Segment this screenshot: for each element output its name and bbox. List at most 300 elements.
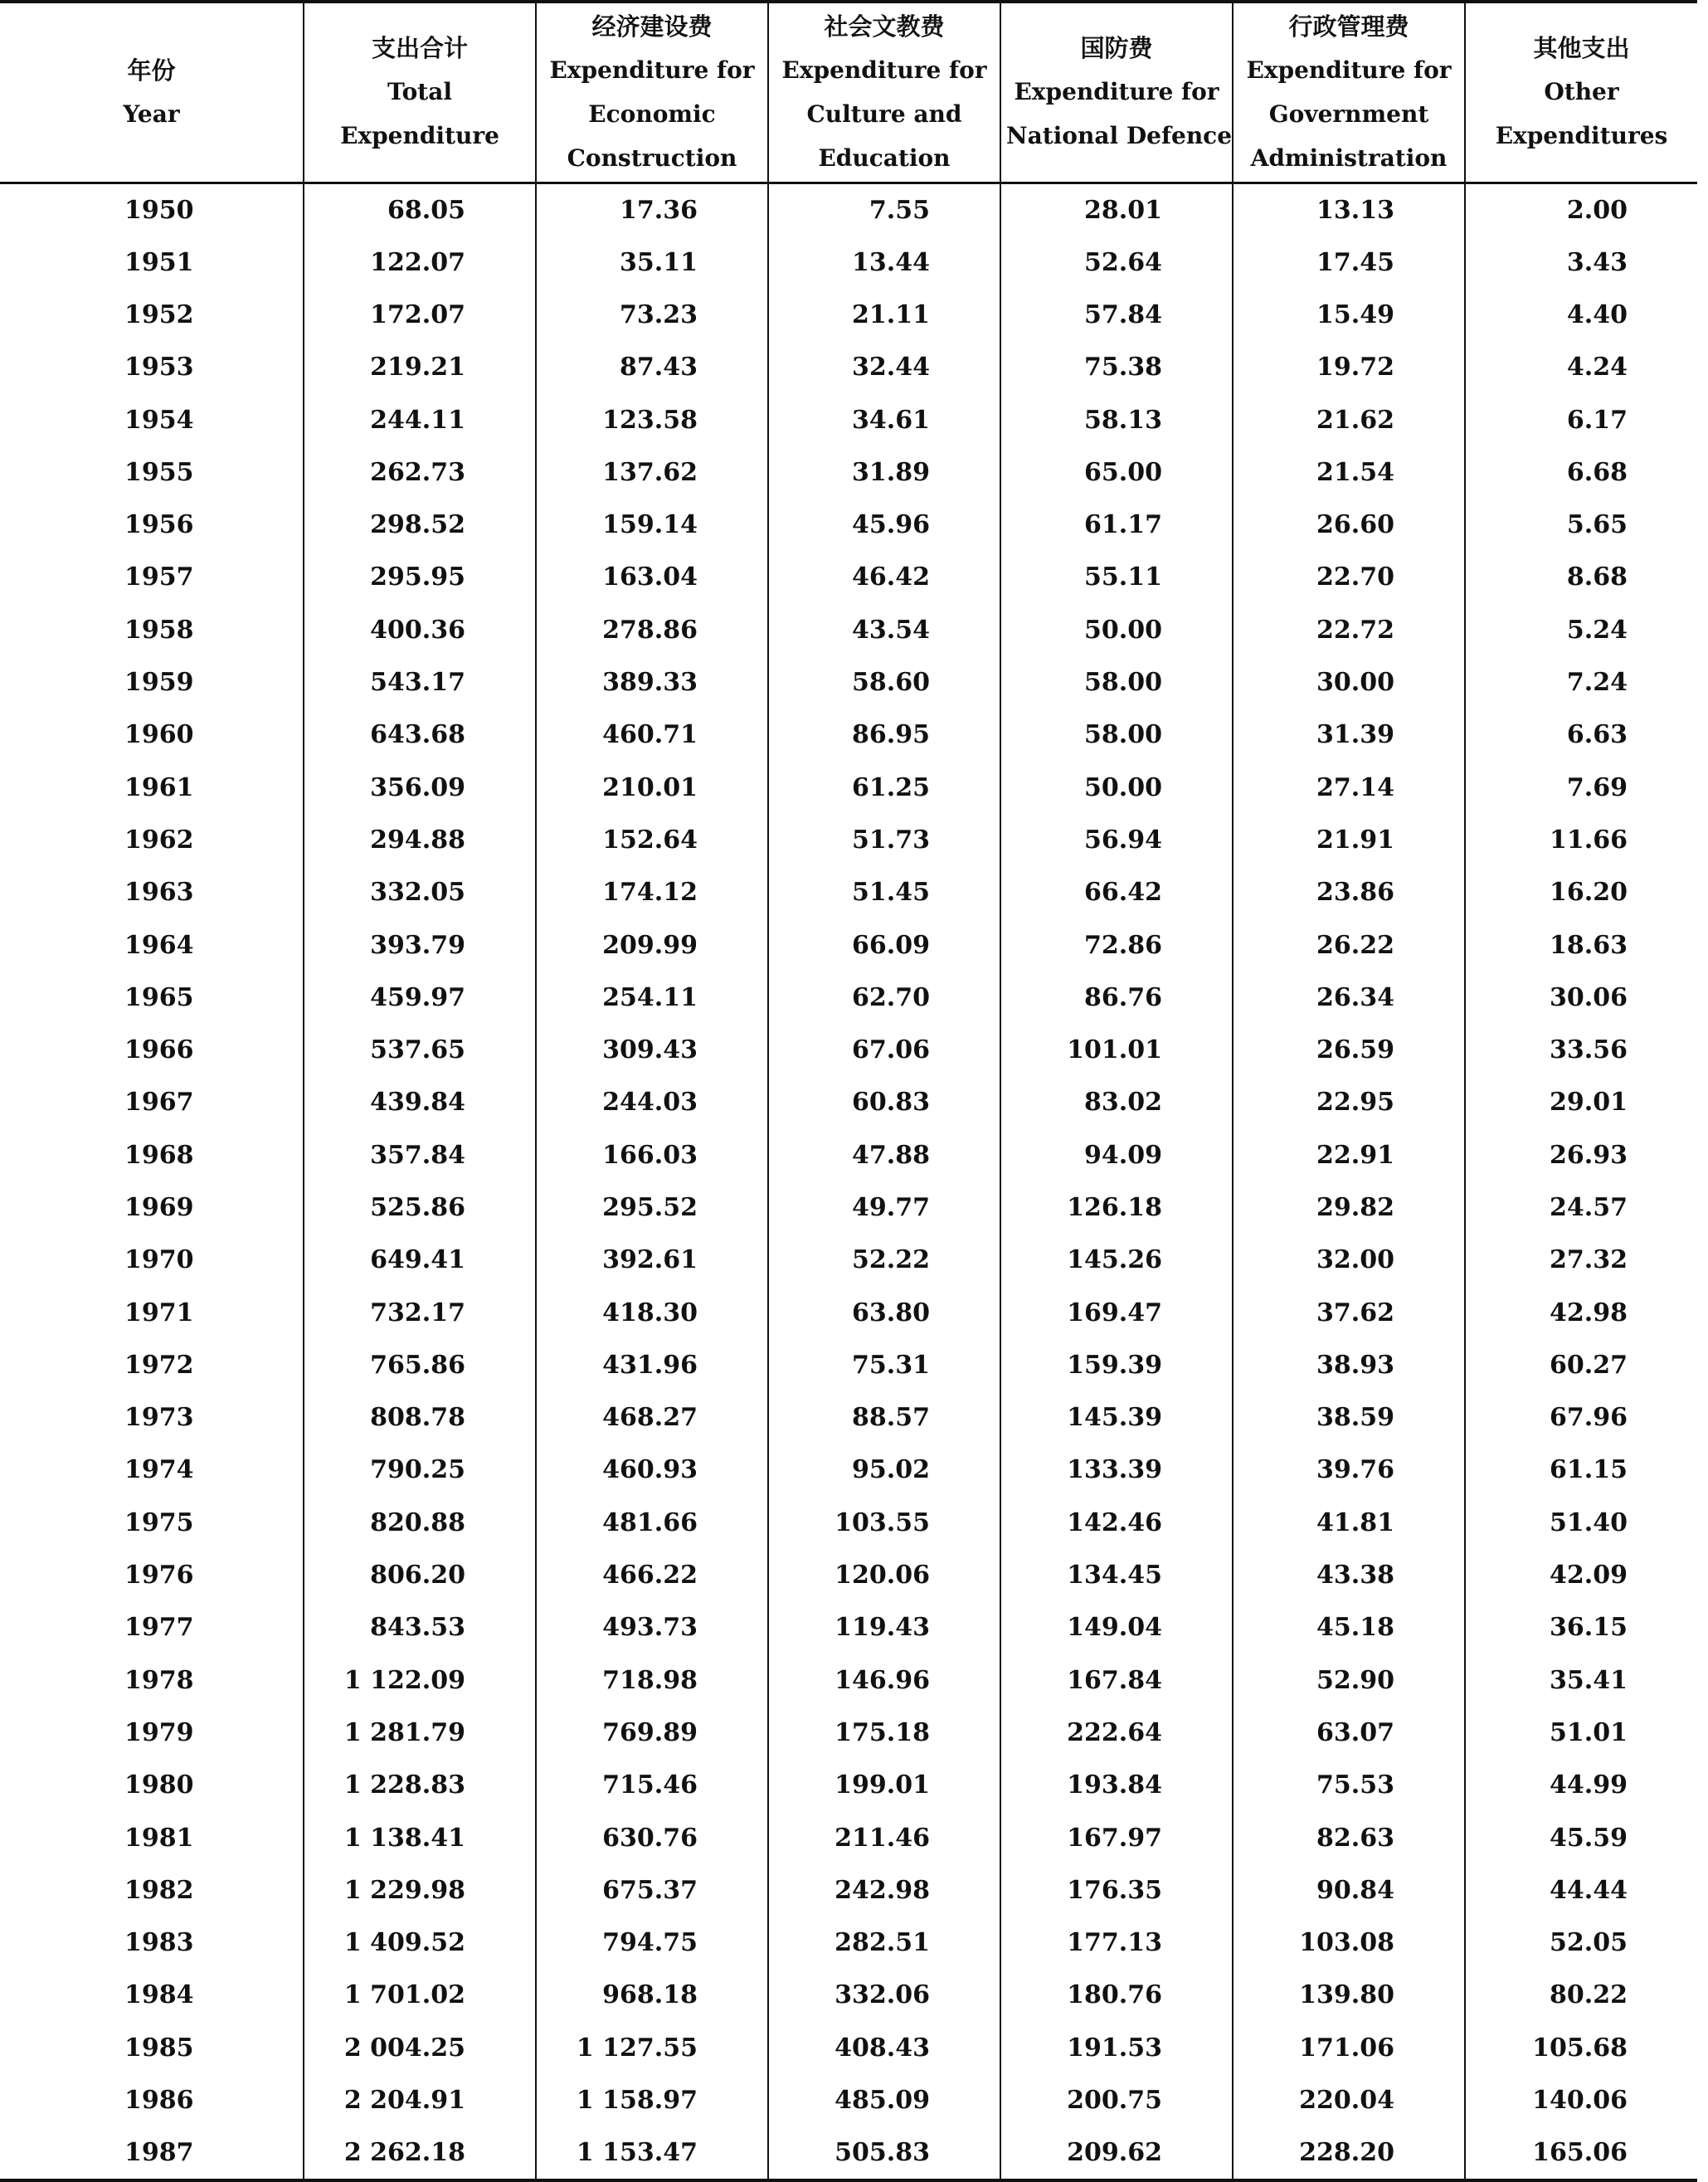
value-cell-other-expenditures: 6.17 xyxy=(1566,405,1628,435)
value-cell-economic-construction: 254.11 xyxy=(536,972,768,1024)
header-label-en: Administration xyxy=(1250,144,1448,172)
value-cell-economic-construction: 123.58 xyxy=(536,393,768,446)
year-cell: 1978 xyxy=(0,1654,304,1707)
header-label-en: Economic xyxy=(588,100,716,128)
value-cell-national-defence: 28.01 xyxy=(1000,183,1233,236)
year-cell: 1958 xyxy=(0,604,304,656)
header-label-en: Expenditure for xyxy=(549,56,755,84)
value-cell-economic-construction: 1 153.47 xyxy=(536,2126,768,2180)
value-cell-culture-education: 175.18 xyxy=(768,1707,1000,1759)
value-cell-other-expenditures: 7.69 xyxy=(1566,772,1628,802)
value-cell-other-expenditures: 35.41 xyxy=(1550,1665,1628,1695)
value-cell-national-defence: 200.75 xyxy=(1000,2074,1233,2126)
table-body xyxy=(0,183,1697,2180)
value-cell-total-expenditure: 643.68 xyxy=(304,709,536,761)
value-cell-national-defence: 176.35 xyxy=(1000,1864,1233,1917)
value-cell-national-defence: 72.86 xyxy=(1000,918,1233,971)
value-cell-culture-education: 32.44 xyxy=(768,341,1000,393)
value-cell-culture-education: 49.77 xyxy=(768,1181,1000,1234)
value-cell-economic-construction: 630.76 xyxy=(536,1811,768,1863)
value-cell-national-defence: 55.11 xyxy=(1000,551,1233,603)
value-cell-total-expenditure: 356.09 xyxy=(304,761,536,813)
value-cell-economic-construction: 1 158.97 xyxy=(536,2074,768,2126)
value-cell-culture-education: 51.73 xyxy=(768,814,1000,866)
value-cell-total-expenditure: 332.05 xyxy=(304,866,536,918)
value-cell-total-expenditure: 122.07 xyxy=(304,236,536,289)
value-cell-government-administration: 22.70 xyxy=(1233,551,1465,603)
year-cell: 1956 xyxy=(0,499,304,551)
value-cell-national-defence: 57.84 xyxy=(1000,289,1233,341)
year-cell: 1985 xyxy=(0,2022,304,2074)
value-cell-total-expenditure: 244.11 xyxy=(304,393,536,446)
value-cell-government-administration: 63.07 xyxy=(1233,1707,1465,1759)
value-cell-government-administration: 21.91 xyxy=(1233,814,1465,866)
value-cell-economic-construction: 794.75 xyxy=(536,1917,768,1969)
table-row xyxy=(0,1129,1697,1181)
year-cell: 1982 xyxy=(0,1864,304,1917)
table-row xyxy=(0,2126,1697,2180)
value-cell-total-expenditure: 400.36 xyxy=(304,604,536,656)
value-cell-national-defence: 145.26 xyxy=(1000,1234,1233,1286)
value-cell-other-expenditures: 67.96 xyxy=(1550,1403,1628,1433)
header-label-en: Government xyxy=(1268,100,1429,128)
table-row xyxy=(0,393,1697,446)
year-cell: 1972 xyxy=(0,1339,304,1391)
value-cell-culture-education: 52.22 xyxy=(768,1234,1000,1286)
value-cell-culture-education: 46.42 xyxy=(768,551,1000,603)
table-row xyxy=(0,1234,1697,1286)
year-cell: 1980 xyxy=(0,1759,304,1811)
year-cell: 1959 xyxy=(0,656,304,709)
value-cell-culture-education: 408.43 xyxy=(768,2022,1000,2074)
value-cell-culture-education: 7.55 xyxy=(768,183,1000,236)
value-cell-other-expenditures: 8.68 xyxy=(1566,563,1628,592)
value-cell-other-expenditures: 18.63 xyxy=(1550,930,1628,960)
year-cell: 1955 xyxy=(0,446,304,499)
value-cell-government-administration: 27.14 xyxy=(1233,761,1465,813)
header-label-en: Expenditures xyxy=(1495,122,1668,150)
value-cell-national-defence: 101.01 xyxy=(1000,1024,1233,1076)
value-cell-government-administration: 23.86 xyxy=(1233,866,1465,918)
value-cell-total-expenditure: 1 409.52 xyxy=(304,1917,536,1969)
table-row xyxy=(0,1707,1697,1759)
value-cell-national-defence: 177.13 xyxy=(1000,1917,1233,1969)
table-row xyxy=(0,761,1697,813)
value-cell-other-expenditures: 51.01 xyxy=(1550,1717,1628,1747)
year-cell: 1973 xyxy=(0,1391,304,1444)
table-row xyxy=(0,1759,1697,1811)
value-cell-total-expenditure: 2 204.91 xyxy=(304,2074,536,2126)
table-row xyxy=(0,1444,1697,1496)
value-cell-culture-education: 51.45 xyxy=(768,866,1000,918)
value-cell-other-expenditures: 30.06 xyxy=(1550,982,1628,1012)
year-cell: 1962 xyxy=(0,814,304,866)
table-row xyxy=(0,814,1697,866)
table-row xyxy=(0,1864,1697,1917)
value-cell-economic-construction: 159.14 xyxy=(536,499,768,551)
value-cell-government-administration: 41.81 xyxy=(1233,1497,1465,1549)
value-cell-government-administration: 171.06 xyxy=(1233,2022,1465,2074)
value-cell-economic-construction: 295.52 xyxy=(536,1181,768,1234)
value-cell-government-administration: 26.22 xyxy=(1233,918,1465,971)
value-cell-other-expenditures: 3.43 xyxy=(1566,247,1628,277)
year-cell: 1957 xyxy=(0,551,304,603)
value-cell-culture-education: 31.89 xyxy=(768,446,1000,499)
value-cell-culture-education: 485.09 xyxy=(768,2074,1000,2126)
value-cell-national-defence: 75.38 xyxy=(1000,341,1233,393)
value-cell-other-expenditures: 165.06 xyxy=(1465,2126,1697,2180)
value-cell-total-expenditure: 295.95 xyxy=(304,551,536,603)
year-cell: 1977 xyxy=(0,1601,304,1654)
value-cell-government-administration: 45.18 xyxy=(1233,1601,1465,1654)
value-cell-culture-education: 88.57 xyxy=(768,1391,1000,1444)
value-cell-government-administration: 52.90 xyxy=(1233,1654,1465,1707)
value-cell-other-expenditures: 44.44 xyxy=(1550,1875,1628,1905)
year-cell: 1983 xyxy=(0,1917,304,1969)
value-cell-national-defence: 65.00 xyxy=(1000,446,1233,499)
value-cell-total-expenditure: 1 701.02 xyxy=(304,1969,536,2021)
value-cell-total-expenditure: 294.88 xyxy=(304,814,536,866)
value-cell-other-expenditures: 42.98 xyxy=(1550,1298,1628,1327)
value-cell-culture-education: 47.88 xyxy=(768,1129,1000,1181)
value-cell-economic-construction: 460.71 xyxy=(536,709,768,761)
value-cell-economic-construction: 718.98 xyxy=(536,1654,768,1707)
value-cell-government-administration: 39.76 xyxy=(1233,1444,1465,1496)
year-cell: 1979 xyxy=(0,1707,304,1759)
value-cell-culture-education: 21.11 xyxy=(768,289,1000,341)
value-cell-economic-construction: 278.86 xyxy=(536,604,768,656)
value-cell-culture-education: 66.09 xyxy=(768,918,1000,971)
value-cell-other-expenditures: 61.15 xyxy=(1550,1455,1628,1485)
header-label-en: Expenditure xyxy=(340,122,499,150)
table-row xyxy=(0,1969,1697,2021)
value-cell-national-defence: 167.84 xyxy=(1000,1654,1233,1707)
value-cell-culture-education: 75.31 xyxy=(768,1339,1000,1391)
value-cell-government-administration: 26.34 xyxy=(1233,972,1465,1024)
value-cell-government-administration: 37.62 xyxy=(1233,1286,1465,1338)
value-cell-economic-construction: 481.66 xyxy=(536,1497,768,1549)
value-cell-economic-construction: 431.96 xyxy=(536,1339,768,1391)
value-cell-other-expenditures: 80.22 xyxy=(1550,1980,1628,2010)
value-cell-government-administration: 22.72 xyxy=(1233,604,1465,656)
value-cell-other-expenditures: 5.24 xyxy=(1566,615,1628,645)
value-cell-total-expenditure: 393.79 xyxy=(304,918,536,971)
value-cell-other-expenditures: 36.15 xyxy=(1550,1613,1628,1643)
value-cell-culture-education: 63.80 xyxy=(768,1286,1000,1338)
year-cell: 1967 xyxy=(0,1076,304,1128)
table-row xyxy=(0,236,1697,289)
value-cell-total-expenditure: 806.20 xyxy=(304,1549,536,1601)
table-row xyxy=(0,1811,1697,1863)
value-cell-economic-construction: 174.12 xyxy=(536,866,768,918)
value-cell-culture-education: 58.60 xyxy=(768,656,1000,709)
value-cell-culture-education: 45.96 xyxy=(768,499,1000,551)
table-row xyxy=(0,183,1697,236)
value-cell-national-defence: 169.47 xyxy=(1000,1286,1233,1338)
year-cell: 1953 xyxy=(0,341,304,393)
value-cell-government-administration: 26.59 xyxy=(1233,1024,1465,1076)
value-cell-government-administration: 26.60 xyxy=(1233,499,1465,551)
value-cell-other-expenditures: 16.20 xyxy=(1550,878,1628,908)
value-cell-culture-education: 199.01 xyxy=(768,1759,1000,1811)
year-cell: 1974 xyxy=(0,1444,304,1496)
value-cell-government-administration: 139.80 xyxy=(1233,1969,1465,2021)
value-cell-national-defence: 52.64 xyxy=(1000,236,1233,289)
value-cell-government-administration: 90.84 xyxy=(1233,1864,1465,1917)
value-cell-culture-education: 86.95 xyxy=(768,709,1000,761)
value-cell-national-defence: 133.39 xyxy=(1000,1444,1233,1496)
value-cell-national-defence: 126.18 xyxy=(1000,1181,1233,1234)
value-cell-other-expenditures: 24.57 xyxy=(1550,1192,1628,1222)
value-cell-other-expenditures: 6.68 xyxy=(1566,457,1628,487)
table-row xyxy=(0,918,1697,971)
value-cell-national-defence: 167.97 xyxy=(1000,1811,1233,1863)
header-label-en: Culture and xyxy=(806,100,962,128)
table-row xyxy=(0,2074,1697,2126)
value-cell-economic-construction: 309.43 xyxy=(536,1024,768,1076)
value-cell-total-expenditure: 808.78 xyxy=(304,1391,536,1444)
value-cell-economic-construction: 466.22 xyxy=(536,1549,768,1601)
value-cell-culture-education: 62.70 xyxy=(768,972,1000,1024)
value-cell-other-expenditures: 11.66 xyxy=(1550,825,1628,855)
header-government-administration xyxy=(1233,2,1465,183)
value-cell-national-defence: 149.04 xyxy=(1000,1601,1233,1654)
value-cell-economic-construction: 675.37 xyxy=(536,1864,768,1917)
year-cell: 1951 xyxy=(0,236,304,289)
value-cell-economic-construction: 17.36 xyxy=(536,183,768,236)
value-cell-other-expenditures: 60.27 xyxy=(1550,1350,1628,1380)
value-cell-economic-construction: 418.30 xyxy=(536,1286,768,1338)
header-label-cn: 支出合计 xyxy=(371,34,468,63)
value-cell-economic-construction: 137.62 xyxy=(536,446,768,499)
year-cell: 1965 xyxy=(0,972,304,1024)
header-label-en: National Defence xyxy=(1006,122,1233,150)
value-cell-economic-construction: 166.03 xyxy=(536,1129,768,1181)
value-cell-economic-construction: 468.27 xyxy=(536,1391,768,1444)
value-cell-total-expenditure: 262.73 xyxy=(304,446,536,499)
value-cell-government-administration: 31.39 xyxy=(1233,709,1465,761)
value-cell-government-administration: 103.08 xyxy=(1233,1917,1465,1969)
header-label-cn: 行政管理费 xyxy=(1288,12,1409,41)
value-cell-other-expenditures: 4.40 xyxy=(1566,300,1628,329)
value-cell-national-defence: 193.84 xyxy=(1000,1759,1233,1811)
value-cell-government-administration: 32.00 xyxy=(1233,1234,1465,1286)
table-row xyxy=(0,1497,1697,1549)
value-cell-government-administration: 75.53 xyxy=(1233,1759,1465,1811)
value-cell-culture-education: 120.06 xyxy=(768,1549,1000,1601)
year-cell: 1963 xyxy=(0,866,304,918)
value-cell-other-expenditures: 26.93 xyxy=(1550,1140,1628,1170)
value-cell-government-administration: 21.62 xyxy=(1233,393,1465,446)
value-cell-economic-construction: 715.46 xyxy=(536,1759,768,1811)
value-cell-government-administration: 82.63 xyxy=(1233,1811,1465,1863)
value-cell-economic-construction: 87.43 xyxy=(536,341,768,393)
value-cell-total-expenditure: 732.17 xyxy=(304,1286,536,1338)
header-label-en: Total xyxy=(387,78,452,106)
table-row xyxy=(0,1601,1697,1654)
value-cell-other-expenditures: 42.09 xyxy=(1550,1561,1628,1590)
year-cell: 1984 xyxy=(0,1969,304,2021)
value-cell-government-administration: 38.59 xyxy=(1233,1391,1465,1444)
header-total-expenditure xyxy=(304,2,536,183)
value-cell-total-expenditure: 68.05 xyxy=(304,183,536,236)
value-cell-culture-education: 146.96 xyxy=(768,1654,1000,1707)
value-cell-total-expenditure: 525.86 xyxy=(304,1181,536,1234)
value-cell-national-defence: 61.17 xyxy=(1000,499,1233,551)
table-row xyxy=(0,604,1697,656)
value-cell-economic-construction: 73.23 xyxy=(536,289,768,341)
value-cell-other-expenditures: 27.32 xyxy=(1550,1245,1628,1275)
value-cell-culture-education: 242.98 xyxy=(768,1864,1000,1917)
value-cell-government-administration: 22.91 xyxy=(1233,1129,1465,1181)
value-cell-total-expenditure: 543.17 xyxy=(304,656,536,709)
value-cell-total-expenditure: 1 138.41 xyxy=(304,1811,536,1863)
year-cell: 1975 xyxy=(0,1497,304,1549)
value-cell-total-expenditure: 1 229.98 xyxy=(304,1864,536,1917)
value-cell-culture-education: 103.55 xyxy=(768,1497,1000,1549)
value-cell-total-expenditure: 459.97 xyxy=(304,972,536,1024)
value-cell-government-administration: 22.95 xyxy=(1233,1076,1465,1128)
table-row xyxy=(0,446,1697,499)
value-cell-economic-construction: 209.99 xyxy=(536,918,768,971)
header-label-en: Expenditure for xyxy=(781,56,987,84)
value-cell-other-expenditures: 7.24 xyxy=(1566,668,1628,698)
table-header xyxy=(0,2,1697,183)
header-label-cn: 年份 xyxy=(127,56,176,85)
value-cell-government-administration: 29.82 xyxy=(1233,1181,1465,1234)
value-cell-national-defence: 142.46 xyxy=(1000,1497,1233,1549)
value-cell-other-expenditures: 51.40 xyxy=(1550,1507,1628,1537)
year-cell: 1966 xyxy=(0,1024,304,1076)
value-cell-economic-construction: 35.11 xyxy=(536,236,768,289)
value-cell-national-defence: 159.39 xyxy=(1000,1339,1233,1391)
value-cell-total-expenditure: 1 228.83 xyxy=(304,1759,536,1811)
table-row xyxy=(0,709,1697,761)
year-cell: 1964 xyxy=(0,918,304,971)
value-cell-culture-education: 60.83 xyxy=(768,1076,1000,1128)
header-national-defence xyxy=(1000,2,1233,183)
value-cell-other-expenditures: 29.01 xyxy=(1550,1088,1628,1118)
value-cell-national-defence: 209.62 xyxy=(1000,2126,1233,2180)
value-cell-government-administration: 38.93 xyxy=(1233,1339,1465,1391)
value-cell-economic-construction: 968.18 xyxy=(536,1969,768,2021)
header-label-en: Expenditure for xyxy=(1246,56,1452,84)
header-label-en: Expenditure for xyxy=(1014,78,1219,106)
table-row xyxy=(0,1917,1697,1969)
value-cell-economic-construction: 244.03 xyxy=(536,1076,768,1128)
year-cell: 1969 xyxy=(0,1181,304,1234)
value-cell-other-expenditures: 4.24 xyxy=(1566,353,1628,382)
table-row xyxy=(0,1391,1697,1444)
value-cell-national-defence: 145.39 xyxy=(1000,1391,1233,1444)
table-row xyxy=(0,1286,1697,1338)
table-row xyxy=(0,972,1697,1024)
value-cell-government-administration: 43.38 xyxy=(1233,1549,1465,1601)
year-cell: 1968 xyxy=(0,1129,304,1181)
value-cell-national-defence: 56.94 xyxy=(1000,814,1233,866)
value-cell-economic-construction: 389.33 xyxy=(536,656,768,709)
value-cell-government-administration: 228.20 xyxy=(1233,2126,1465,2180)
table-row xyxy=(0,499,1697,551)
year-cell: 1950 xyxy=(0,183,304,236)
value-cell-total-expenditure: 790.25 xyxy=(304,1444,536,1496)
header-label-en: Education xyxy=(818,144,951,172)
value-cell-total-expenditure: 298.52 xyxy=(304,499,536,551)
value-cell-culture-education: 95.02 xyxy=(768,1444,1000,1496)
value-cell-total-expenditure: 2 262.18 xyxy=(304,2126,536,2180)
value-cell-economic-construction: 493.73 xyxy=(536,1601,768,1654)
table-row xyxy=(0,866,1697,918)
value-cell-culture-education: 332.06 xyxy=(768,1969,1000,2021)
header-label-en: Other xyxy=(1544,78,1619,106)
value-cell-total-expenditure: 765.86 xyxy=(304,1339,536,1391)
year-cell: 1987 xyxy=(0,2126,304,2180)
value-cell-economic-construction: 769.89 xyxy=(536,1707,768,1759)
value-cell-total-expenditure: 537.65 xyxy=(304,1024,536,1076)
value-cell-national-defence: 83.02 xyxy=(1000,1076,1233,1128)
value-cell-national-defence: 66.42 xyxy=(1000,866,1233,918)
value-cell-other-expenditures: 5.65 xyxy=(1566,510,1628,540)
value-cell-other-expenditures: 45.59 xyxy=(1550,1823,1628,1853)
table-row xyxy=(0,551,1697,603)
value-cell-government-administration: 21.54 xyxy=(1233,446,1465,499)
header-culture-education xyxy=(768,2,1000,183)
value-cell-national-defence: 50.00 xyxy=(1000,761,1233,813)
value-cell-government-administration: 30.00 xyxy=(1233,656,1465,709)
value-cell-other-expenditures: 52.05 xyxy=(1550,1928,1628,1958)
year-cell: 1981 xyxy=(0,1811,304,1863)
table-row xyxy=(0,1181,1697,1234)
header-year xyxy=(0,2,304,183)
value-cell-government-administration: 19.72 xyxy=(1233,341,1465,393)
value-cell-national-defence: 50.00 xyxy=(1000,604,1233,656)
header-label-cn: 经济建设费 xyxy=(591,12,713,41)
header-economic-construction xyxy=(536,2,768,183)
value-cell-government-administration: 220.04 xyxy=(1233,2074,1465,2126)
value-cell-culture-education: 43.54 xyxy=(768,604,1000,656)
table-row xyxy=(0,1076,1697,1128)
header-label-cn: 其他支出 xyxy=(1533,34,1630,63)
value-cell-government-administration: 17.45 xyxy=(1233,236,1465,289)
value-cell-culture-education: 505.83 xyxy=(768,2126,1000,2180)
table-row xyxy=(0,1024,1697,1076)
value-cell-culture-education: 211.46 xyxy=(768,1811,1000,1863)
value-cell-culture-education: 34.61 xyxy=(768,393,1000,446)
value-cell-culture-education: 13.44 xyxy=(768,236,1000,289)
value-cell-total-expenditure: 820.88 xyxy=(304,1497,536,1549)
value-cell-other-expenditures: 33.56 xyxy=(1550,1035,1628,1065)
value-cell-total-expenditure: 1 122.09 xyxy=(304,1654,536,1707)
year-cell: 1986 xyxy=(0,2074,304,2126)
value-cell-national-defence: 58.00 xyxy=(1000,656,1233,709)
value-cell-total-expenditure: 843.53 xyxy=(304,1601,536,1654)
value-cell-economic-construction: 392.61 xyxy=(536,1234,768,1286)
value-cell-culture-education: 119.43 xyxy=(768,1601,1000,1654)
table-row xyxy=(0,656,1697,709)
table-row xyxy=(0,1339,1697,1391)
header-label-en: Construction xyxy=(567,144,737,172)
year-cell: 1970 xyxy=(0,1234,304,1286)
value-cell-culture-education: 67.06 xyxy=(768,1024,1000,1076)
value-cell-other-expenditures: 44.99 xyxy=(1550,1770,1628,1800)
table-row xyxy=(0,289,1697,341)
value-cell-national-defence: 94.09 xyxy=(1000,1129,1233,1181)
value-cell-national-defence: 180.76 xyxy=(1000,1969,1233,2021)
header-row xyxy=(0,2,1697,183)
year-cell: 1961 xyxy=(0,761,304,813)
value-cell-total-expenditure: 172.07 xyxy=(304,289,536,341)
table-row xyxy=(0,341,1697,393)
